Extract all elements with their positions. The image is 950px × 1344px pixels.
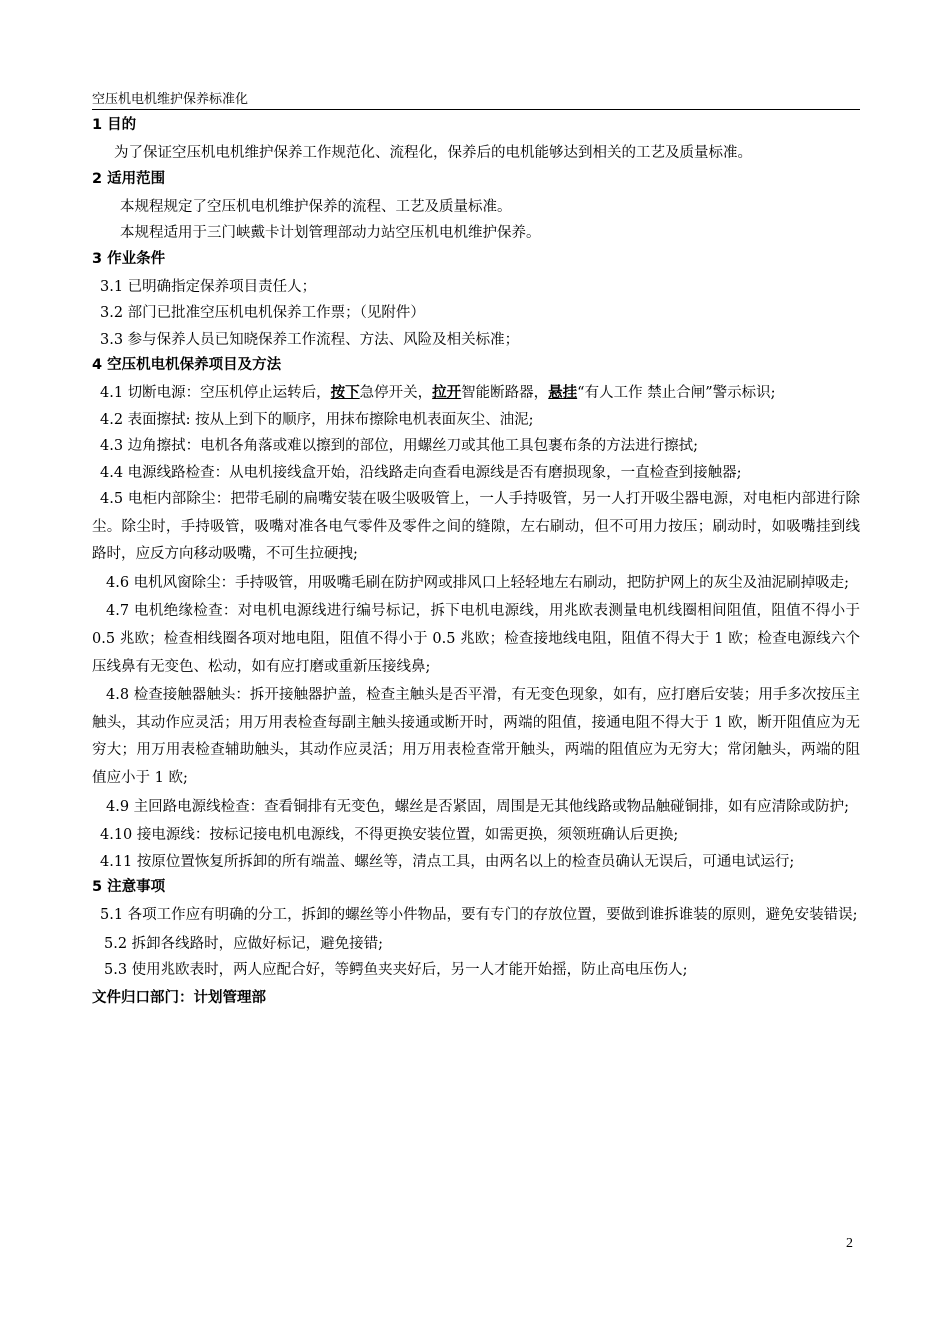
running-header: 空压机电机维护保养标准化: [92, 92, 860, 110]
section-5-heading: 5 注意事项: [92, 879, 166, 896]
item-4-7: 4.7 电机绝缘检查：对电机电源线进行编号标记，拆下电机电源线，用兆欧表测量电机线圈相间阻值，阻值不得小于 0.5 兆欧；检查相线圈各项对地电阻，阻值不得小于 0.5 兆欧；检查接地线电阻，阻值不得大于 1 欧；检查电源线六个压线鼻有无变色、松动，如有应打磨或重新压接线鼻;: [92, 603, 860, 675]
page-number: 2: [846, 1236, 853, 1251]
item-4-3: 4.3 边角擦拭：电机各角落或难以擦到的部位，用螺丝刀或其他工具包裹布条的方法进行擦拭;: [100, 438, 699, 454]
item-4-1-text: “有人工作 禁止合闸”警示标识;: [577, 385, 776, 401]
item-4-5: 4.5 电柜内部除尘：把带毛刷的扁嘴安装在吸尘吸吸管上，一人手持吸管，另一人打开吸尘器电源，对电柜内部进行除尘。除尘时，手持吸管，吸嘴对准各电气零件及零件之间的缝隙，左右刷动，但不可用力按压；刷动时，如吸嘴挂到线路时，应反方向移动吸嘴，不可生拉硬拽;: [92, 491, 860, 563]
section-3-item: 3.1 已明确指定保养项目责任人；: [100, 278, 317, 295]
item-4-2: 4.2 表面擦拭: 按从上到下的顺序，用抹布擦除电机表面灰尘、油泥;: [100, 411, 534, 428]
emphasis-press: 按下: [330, 384, 360, 401]
item-4-11: 4.11 按原位置恢复所拆卸的所有端盖、螺丝等，清点工具，由两名以上的检查员确认无误后，可通电试运行;: [100, 853, 795, 870]
section-3-item: 3.2 部门已批准空压机电机保养工作票；（见附件）: [100, 305, 425, 321]
section-2-paragraph-1: 本规程规定了空压机电机维护保养的流程、工艺及质量标准。: [120, 198, 512, 215]
emphasis-open: 拉开: [432, 384, 462, 401]
responsible-department: 文件归口部门：计划管理部: [92, 989, 266, 1006]
section-1-paragraph: 为了保证空压机电机维护保养工作规范化、流程化，保养后的电机能够达到相关的工艺及质量标准。: [114, 145, 752, 161]
section-2-heading: 2 适用范围: [92, 170, 166, 187]
item-5-1: 5.1 各项工作应有明确的分工，拆卸的螺丝等小件物品，要有专门的存放位置，要做到谁拆谁装的原则，避免安装错误;: [100, 907, 858, 924]
item-4-10: 4.10 接电源线：按标记接电机电源线，不得更换安装位置，如需更换，须领班确认后更换;: [100, 827, 679, 844]
section-3-heading: 3 作业条件: [92, 250, 166, 267]
section-2-paragraph-2: 本规程适用于三门峡戴卡计划管理部动力站空压机电机维护保养。: [120, 225, 541, 241]
item-4-1-text: 急停开关，: [359, 385, 433, 401]
item-5-3: 5.3 使用兆欧表时，两人应配合好，等鳄鱼夹夹好后，另一人才能开始摇，防止高电压伤人;: [104, 962, 688, 979]
item-4-8: 4.8 检查接触器触头：拆开接触器护盖，检查主触头是否平滑，有无变色现象，如有，应打磨后安装；用手多次按压主触头，其动作应灵活；用万用表检查每副主触头接通或断开时，两端的阻值，接通电阻不得大于 1 欧，断开阻值应为无穷大；用万用表检查辅助触头，其动作应灵活；用万用表检查常开触头，两端的阻值应为无穷大；常闭触头，两端的阻值应小于 1 欧;: [92, 687, 860, 786]
item-4-9: 4.9 主回路电源线检查：查看铜排有无变色，螺丝是否紧固，周围是无其他线路或物品触碰铜排，如有应清除或防护;: [106, 798, 850, 815]
item-4-1: [92, 380, 860, 407]
item-5-2: 5.2 拆卸各线路时，应做好标记，避免接错;: [104, 935, 384, 952]
section-1-heading: 1 目的: [92, 117, 137, 133]
item-4-4: 4.4 电源线路检查：从电机接线盒开始，沿线路走向查看电源线是否有磨损现象，一直检查到接触器;: [100, 464, 742, 481]
document-body: [92, 115, 860, 1008]
item-4-1-text: 4.1 切断电源：空压机停止运转后，: [100, 385, 331, 401]
section-3-item: 3.3 参与保养人员已知晓保养工作流程、方法、风险及相关标准；: [100, 331, 520, 348]
item-4-1-text: 智能断路器，: [461, 385, 549, 401]
item-4-6: 4.6 电机风窗除尘：手持吸管，用吸嘴毛刷在防护网或排风口上轻轻地左右刷动，把防护网上的灰尘及油泥刷掉吸走;: [106, 574, 850, 591]
emphasis-hang: 悬挂: [548, 384, 578, 401]
section-4-heading: 4 空压机电机保养项目及方法: [92, 357, 282, 373]
